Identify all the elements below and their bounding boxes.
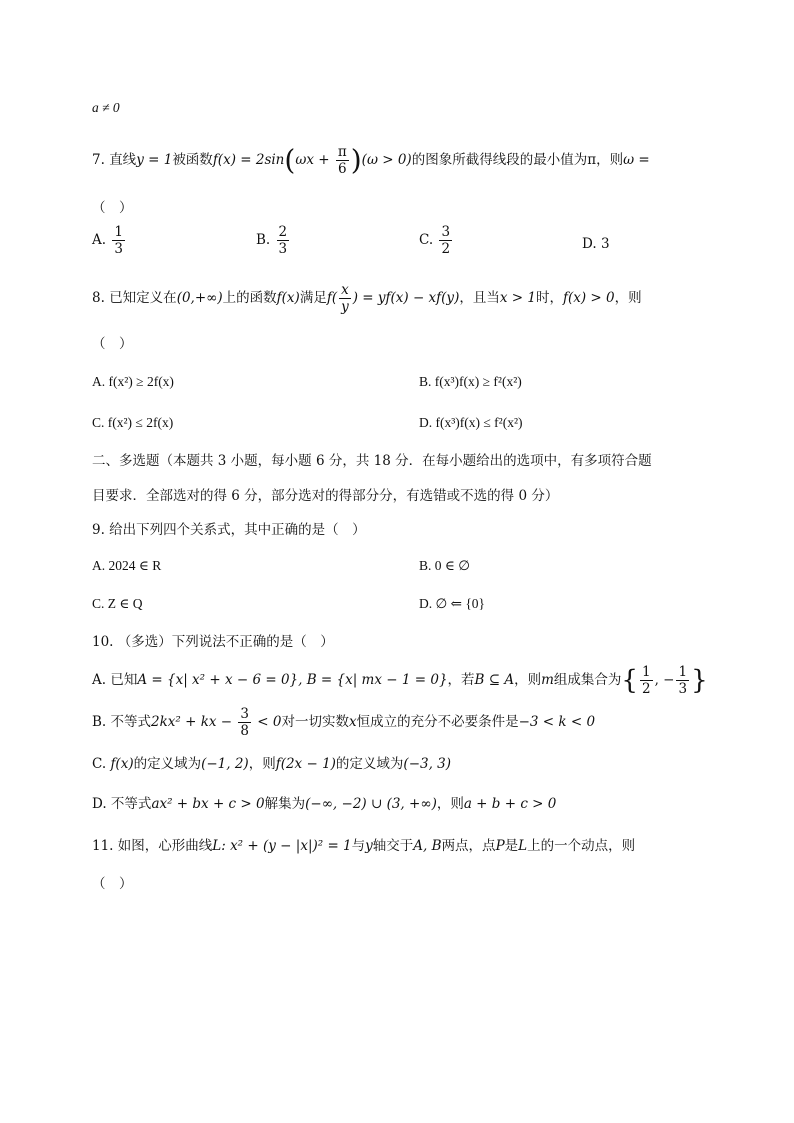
math: L	[518, 838, 528, 854]
question-10-stem: 10. （多选）下列说法不正确的是（ ）	[92, 634, 334, 650]
math: ω =	[623, 152, 650, 168]
math: f(x) > 0	[562, 290, 615, 306]
q8-option-c: C. f(x²) ≤ 2f(x)	[92, 415, 174, 430]
q7-option-d	[582, 234, 610, 254]
option-label: D.	[582, 236, 597, 252]
stem-text: ，则	[614, 290, 642, 306]
math: x > 1	[499, 290, 536, 306]
math: f(x) = 2sin	[212, 152, 285, 168]
math: f(	[326, 290, 338, 306]
brace: {	[621, 665, 638, 696]
math: ax² + bx + c > 0	[151, 796, 265, 812]
q9-option-a: A. 2024 ∈ R	[92, 558, 162, 573]
math: (ω > 0)	[361, 152, 412, 168]
numerator: 3	[441, 224, 451, 240]
option-label: A.	[92, 232, 107, 248]
stem-text: 两点，点	[441, 838, 496, 854]
math: ) = yf(x) − xf(y)	[352, 290, 460, 306]
fraction	[339, 282, 351, 315]
option-text: ，则	[436, 796, 464, 812]
question-number: 7.	[92, 152, 105, 168]
q9-option-c: C. Z ∈ Q	[92, 596, 143, 611]
stem-text: ，且当	[459, 290, 500, 306]
stem-text: 上的一个动点，则	[527, 838, 636, 854]
option-label: B.	[256, 232, 271, 248]
option-value: 3	[600, 236, 610, 252]
fraction	[640, 664, 653, 697]
stem-text: 的图象所截得线段的最小值为π，则	[411, 152, 624, 168]
numerator: 1	[641, 664, 651, 680]
math: x	[348, 714, 357, 730]
option-text: 对一切实数	[281, 714, 349, 730]
math: m	[541, 672, 554, 688]
math: L: x² + (y − |x|)² = 1	[212, 838, 352, 854]
question-8-stem	[92, 282, 642, 315]
numerator: x	[339, 282, 351, 299]
denominator: 2	[641, 681, 651, 697]
stem-text: 与	[351, 838, 366, 854]
q8-option-d: D. f(x³)f(x) ≤ f²(x²)	[419, 415, 523, 430]
option-text: ，若	[447, 672, 475, 688]
denominator: 2	[441, 241, 451, 257]
q7-option-c	[419, 224, 454, 257]
q8-option-b: B. f(x³)f(x) ≥ f²(x²)	[419, 374, 522, 389]
math: y = 1	[136, 152, 173, 168]
paren: )	[350, 143, 362, 177]
question-11-stem	[92, 836, 635, 856]
math: f(x)	[110, 756, 134, 772]
math: B ⊆ A	[474, 672, 515, 688]
q10-option-a	[92, 662, 708, 699]
condition-text: a ≠ 0	[92, 100, 120, 115]
numerator: 2	[278, 224, 288, 240]
option-text: D. 不等式	[92, 796, 152, 812]
option-text: ，则	[248, 756, 276, 772]
option-text: B. 不等式	[92, 714, 152, 730]
stem-text: 被函数	[172, 152, 213, 168]
math: < 0	[253, 714, 282, 730]
option-label: C.	[419, 232, 434, 248]
option-text: 组成集合为	[553, 672, 622, 688]
math: ωx +	[295, 152, 334, 168]
option-text: ，则	[514, 672, 542, 688]
math: y	[365, 838, 373, 854]
stem-text: 直线	[109, 152, 137, 168]
numerator: π	[337, 144, 347, 160]
q10-option-d	[92, 794, 556, 814]
option-text: A. 已知	[92, 672, 138, 688]
option-text: 恒成立的充分不必要条件是	[356, 714, 519, 730]
answer-blank: （ ）	[92, 200, 133, 216]
stem-text: 满足	[299, 290, 327, 306]
math: (−3, 3)	[403, 756, 452, 772]
question-number: 8.	[92, 290, 105, 306]
math: f(x)	[276, 290, 300, 306]
question-9-stem: 9. 给出下列四个关系式，其中正确的是（ ）	[92, 522, 366, 538]
q9-option-b: B. 0 ∈ ∅	[419, 558, 471, 573]
denominator: 6	[338, 161, 347, 177]
stem-text: 轴交于	[372, 838, 414, 854]
top-fragment	[92, 98, 120, 118]
math: a + b + c > 0	[463, 796, 557, 812]
option-text: 的定义域为	[335, 756, 404, 772]
fraction	[676, 664, 689, 697]
math: f(2x − 1)	[275, 756, 336, 772]
math: P	[495, 838, 505, 854]
denominator: y	[341, 299, 349, 315]
q10-option-b	[92, 704, 595, 740]
q10-option-c	[92, 754, 451, 774]
math: A, B	[413, 838, 442, 854]
question-7-stem	[92, 140, 650, 181]
numerator: 3	[240, 706, 249, 722]
stem-text: 上的函数	[222, 290, 277, 306]
q7-option-a	[92, 224, 127, 257]
fraction	[112, 224, 125, 257]
stem-text: 时，	[535, 290, 563, 306]
q8-option-a: A. f(x²) ≥ 2f(x)	[92, 374, 174, 389]
q9-option-d: D. ∅ ⇐ {0}	[419, 596, 486, 611]
denominator: 3	[114, 241, 123, 257]
denominator: 8	[240, 723, 249, 739]
paren: (	[284, 143, 296, 177]
numerator: 1	[678, 664, 688, 680]
stem-text: 11. 如图，心形曲线	[92, 838, 213, 854]
math: A = {x| x² + x − 6 = 0}, B = {x| mx − 1 = 0}	[137, 672, 448, 688]
fraction	[439, 224, 452, 257]
answer-blank: （ ）	[92, 336, 133, 352]
numerator: 1	[114, 224, 123, 240]
denominator: 3	[278, 241, 288, 257]
separator: , −	[654, 672, 675, 688]
fraction	[336, 144, 349, 177]
section-heading: 二、多选题（本题共 3 小题，每小题 6 分，共 18 分．在每小题给出的选项中，有多项符合题	[92, 453, 652, 469]
option-text: 解集为	[264, 796, 306, 812]
answer-blank: （ ）	[92, 876, 133, 892]
math: 2kx² + kx −	[151, 714, 237, 730]
fraction	[238, 706, 251, 739]
stem-text: 已知定义在	[109, 290, 177, 306]
option-text: C.	[92, 756, 107, 772]
math: −3 < k < 0	[518, 714, 596, 730]
section-heading-cont: 目要求．全部选对的得 6 分，部分选对的得部分分，有选错或不选的得 0 分）	[92, 488, 559, 504]
math: (−∞, −2) ∪ (3, +∞)	[305, 796, 437, 812]
q7-option-b	[256, 224, 291, 257]
option-text: 的定义域为	[133, 756, 202, 772]
denominator: 3	[678, 681, 688, 697]
brace: }	[691, 665, 708, 696]
fraction	[277, 224, 290, 257]
math: (0,+∞)	[176, 290, 223, 306]
stem-text: 是	[504, 838, 519, 854]
math: (−1, 2)	[201, 756, 249, 772]
